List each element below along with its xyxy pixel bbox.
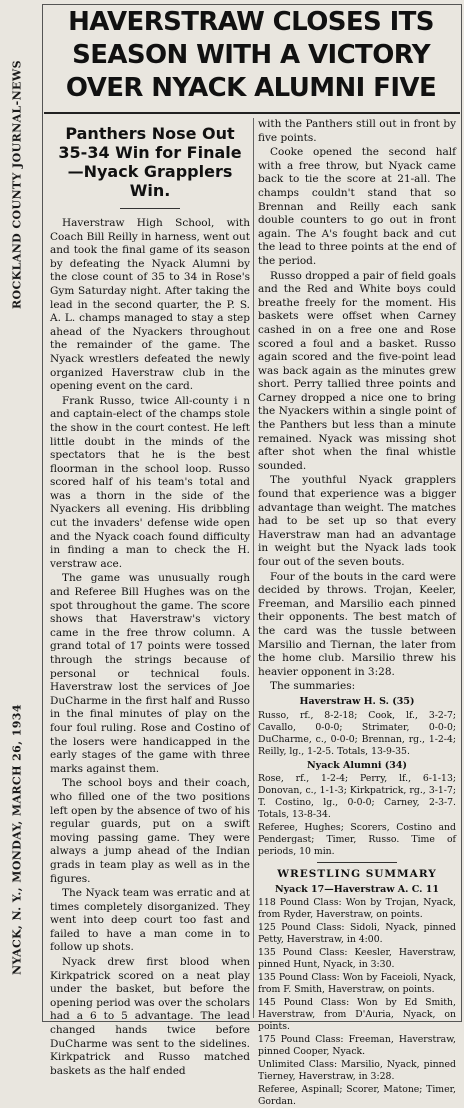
paragraph: The youthful Nyack grapplers found that experience was a bigger advantage than weight. The matches had to be set up so that every Haverstraw man had an advantage in weight but the Nyack lads took four out of the seven bouts. [258, 474, 456, 568]
wrestling-bout: 145 Pound Class: Won by Ed Smith, Haverstraw, from D'Auria, Nyack, on points. [258, 997, 456, 1033]
box-score-nyack: Rose, rf., 1-2-4; Perry, lf., 6-1-13; Donovan, c., 1-1-3; Kirkpatrick, rg., 3-1-7; T. Costino, lg., 0-0-0; Carney, 2-3-7. Totals, 13-8-34. [258, 773, 456, 821]
wrestling-officials: Referee, Aspinall; Scorer, Matone; Timer, Gordan. [258, 1084, 456, 1108]
paragraph: The Nyack team was erratic and at times completely disorganized. They went into deep court too fast and failed to have a man come in to follow up shots. [50, 887, 250, 954]
paragraph: Four of the bouts in the card were decided by throws. Trojan, Keeler, Freeman, and Marsilio each pinned their opponents. The best match of the card was the tussle between Marsilio and Tiernan, the later from the home club. Marsilio threw his heavier opponent in 3:28. [258, 570, 456, 678]
subheadline [50, 124, 250, 200]
dateline-label: NYACK, N. Y., MONDAY, MARCH 26, 1934 [10, 704, 24, 976]
newspaper-name-label: ROCKLAND COUNTY JOURNAL-NEWS [10, 60, 24, 310]
left-column [50, 120, 250, 1077]
officials-line: Referee, Hughes; Scorers, Costino and Pendergast; Timer, Russo. Time of periods, 10 min. [258, 822, 456, 858]
subheadline-line-4: Win. [129, 181, 171, 200]
wrestling-bout: 125 Pound Class: Sidoli, Nyack, pinned Petty, Haverstraw, in 4:00. [258, 922, 456, 946]
right-column [258, 118, 456, 1108]
wrestling-bout: 118 Pound Class: Won by Trojan, Nyack, from Ryder, Haverstraw, on points. [258, 897, 456, 921]
subheadline-line-3: —Nyack Grapplers [67, 162, 233, 181]
wrestling-bout: 135 Pound Class: Won by Faceioli, Nyack, from F. Smith, Haverstraw, on points. [258, 972, 456, 996]
wrestling-score: Nyack 17—Haverstraw A. C. 11 [274, 883, 440, 895]
column-divider [253, 118, 254, 1018]
subheadline-line-2: 35-34 Win for Finale [58, 143, 242, 162]
summaries-label: The summaries: [270, 680, 356, 693]
paragraph: Nyack drew first blood when Kirkpatrick scored on a neat play under the basket, but before the opening period was over the scholars had a 6 to 5 advantage. The lead changed hands twice before DuCharme was sent to the sidelines. Kirkpatrick and Russo matched baskets as the half ended [50, 956, 250, 1077]
paragraph: Haverstraw High School, with Coach Bill Reilly in harness, went out and took the final game of its season by defeating the Nyack Alumni by the close count of 35 to 34 in Rose's Gym Saturday night. After taking the lead in the second quarter, the P. S. A. L. champs managed to stay a step ahead of the Nyackers throughout the remainder of the game. The Nyack wrestlers defeated the newly organized Haverstraw club in the opening event on the card. [50, 217, 250, 393]
subheadline-rule [120, 208, 180, 209]
paragraph: The game was unusually rough and Referee Bill Hughes was on the spot throughout the game. The score shows that Haverstraw's victory came in the free throw column. A grand total of 17 points were tossed through the strings because of personal or technical fouls. Haverstraw lost the services of Joe DuCharme in the first half and Russo in the final minutes of play on the four foul ruling. Rose and Costino of the losers were handicapped in the early stages of the game with three marks against them. [50, 572, 250, 775]
box-score-team-nyack: Nyack Alumni (34) [306, 759, 407, 771]
headline-rule [44, 112, 460, 114]
wrestling-summary-title: WRESTLING SUMMARY [277, 868, 437, 881]
paragraph: Russo dropped a pair of field goals and the Red and White boys could breathe freely for the moment. His baskets were offset when Carney cashed in on a free one and Rose scored a foul and a basket. Russo again scored and the five-point lead was back again as the minutes grew short. Perry tallied three points and Carney dropped a nice one to bring the Nyackers within a single point of the Panthers but less than a minute remained. Nyack was missing shot after shot when the final whistle sounded. [258, 269, 456, 472]
paragraph: with the Panthers still out in front by five points. [258, 118, 456, 144]
headline-line-3: OVER NYACK ALUMNI FIVE [65, 73, 437, 103]
paragraph: Cooke opened the second half with a free throw, but Nyack came back to tie the score at 21-all. The champs couldn't stand that so Brennan and Reilly each sank double counters to go out in front again. The A's fought back and cut the lead to three points at the end of the period. [258, 146, 456, 267]
headline [48, 6, 454, 105]
box-score-haverstraw: Russo, rf., 8-2-18; Cook, lf., 3-2-7; Cavallo, 0-0-0; Strimater, 0-0-0; DuCharme, c., 0-0-0; Brennan, rg., 1-2-4; Reilly, lg., 1-2-5. Totals, 13-9-35. [258, 709, 456, 757]
headline-line-1: HAVERSTRAW CLOSES ITS [68, 7, 434, 37]
summary-rule [317, 862, 397, 863]
box-score-team-haverstraw: Haverstraw H. S. (35) [299, 695, 415, 707]
paragraph: The school boys and their coach, who filled one of the two positions left open by the absence of two of his regular guards, put on a swift moving passing game. They were always a jump ahead of the Indian grads in team play as well as in the figures. [50, 777, 250, 885]
wrestling-bout: 175 Pound Class: Freeman, Haverstraw, pinned Cooper, Nyack. [258, 1034, 456, 1058]
subheadline-line-1: Panthers Nose Out [65, 124, 235, 143]
paragraph: Frank Russo, twice All-county i n and captain-elect of the champs stole the show in the court contest. He left little doubt in the minds of the spectators that he is the best floorman in the school loop. Russo scored half of his team's total and was a thorn in the side of the Nyackers all evening. His dribbling cut the invaders' defense wide open and the Nyack coach found difficulty in finding a man to check the H. verstraw ace. [50, 394, 250, 570]
wrestling-bout: Unlimited Class: Marsilio, Nyack, pinned Tierney, Haverstraw, in 3:28. [258, 1059, 456, 1083]
wrestling-bout: 135 Pound Class: Keesler, Haverstraw, pinned Hunt, Nyack, in 3:30. [258, 947, 456, 971]
headline-line-2: SEASON WITH A VICTORY [72, 40, 430, 70]
